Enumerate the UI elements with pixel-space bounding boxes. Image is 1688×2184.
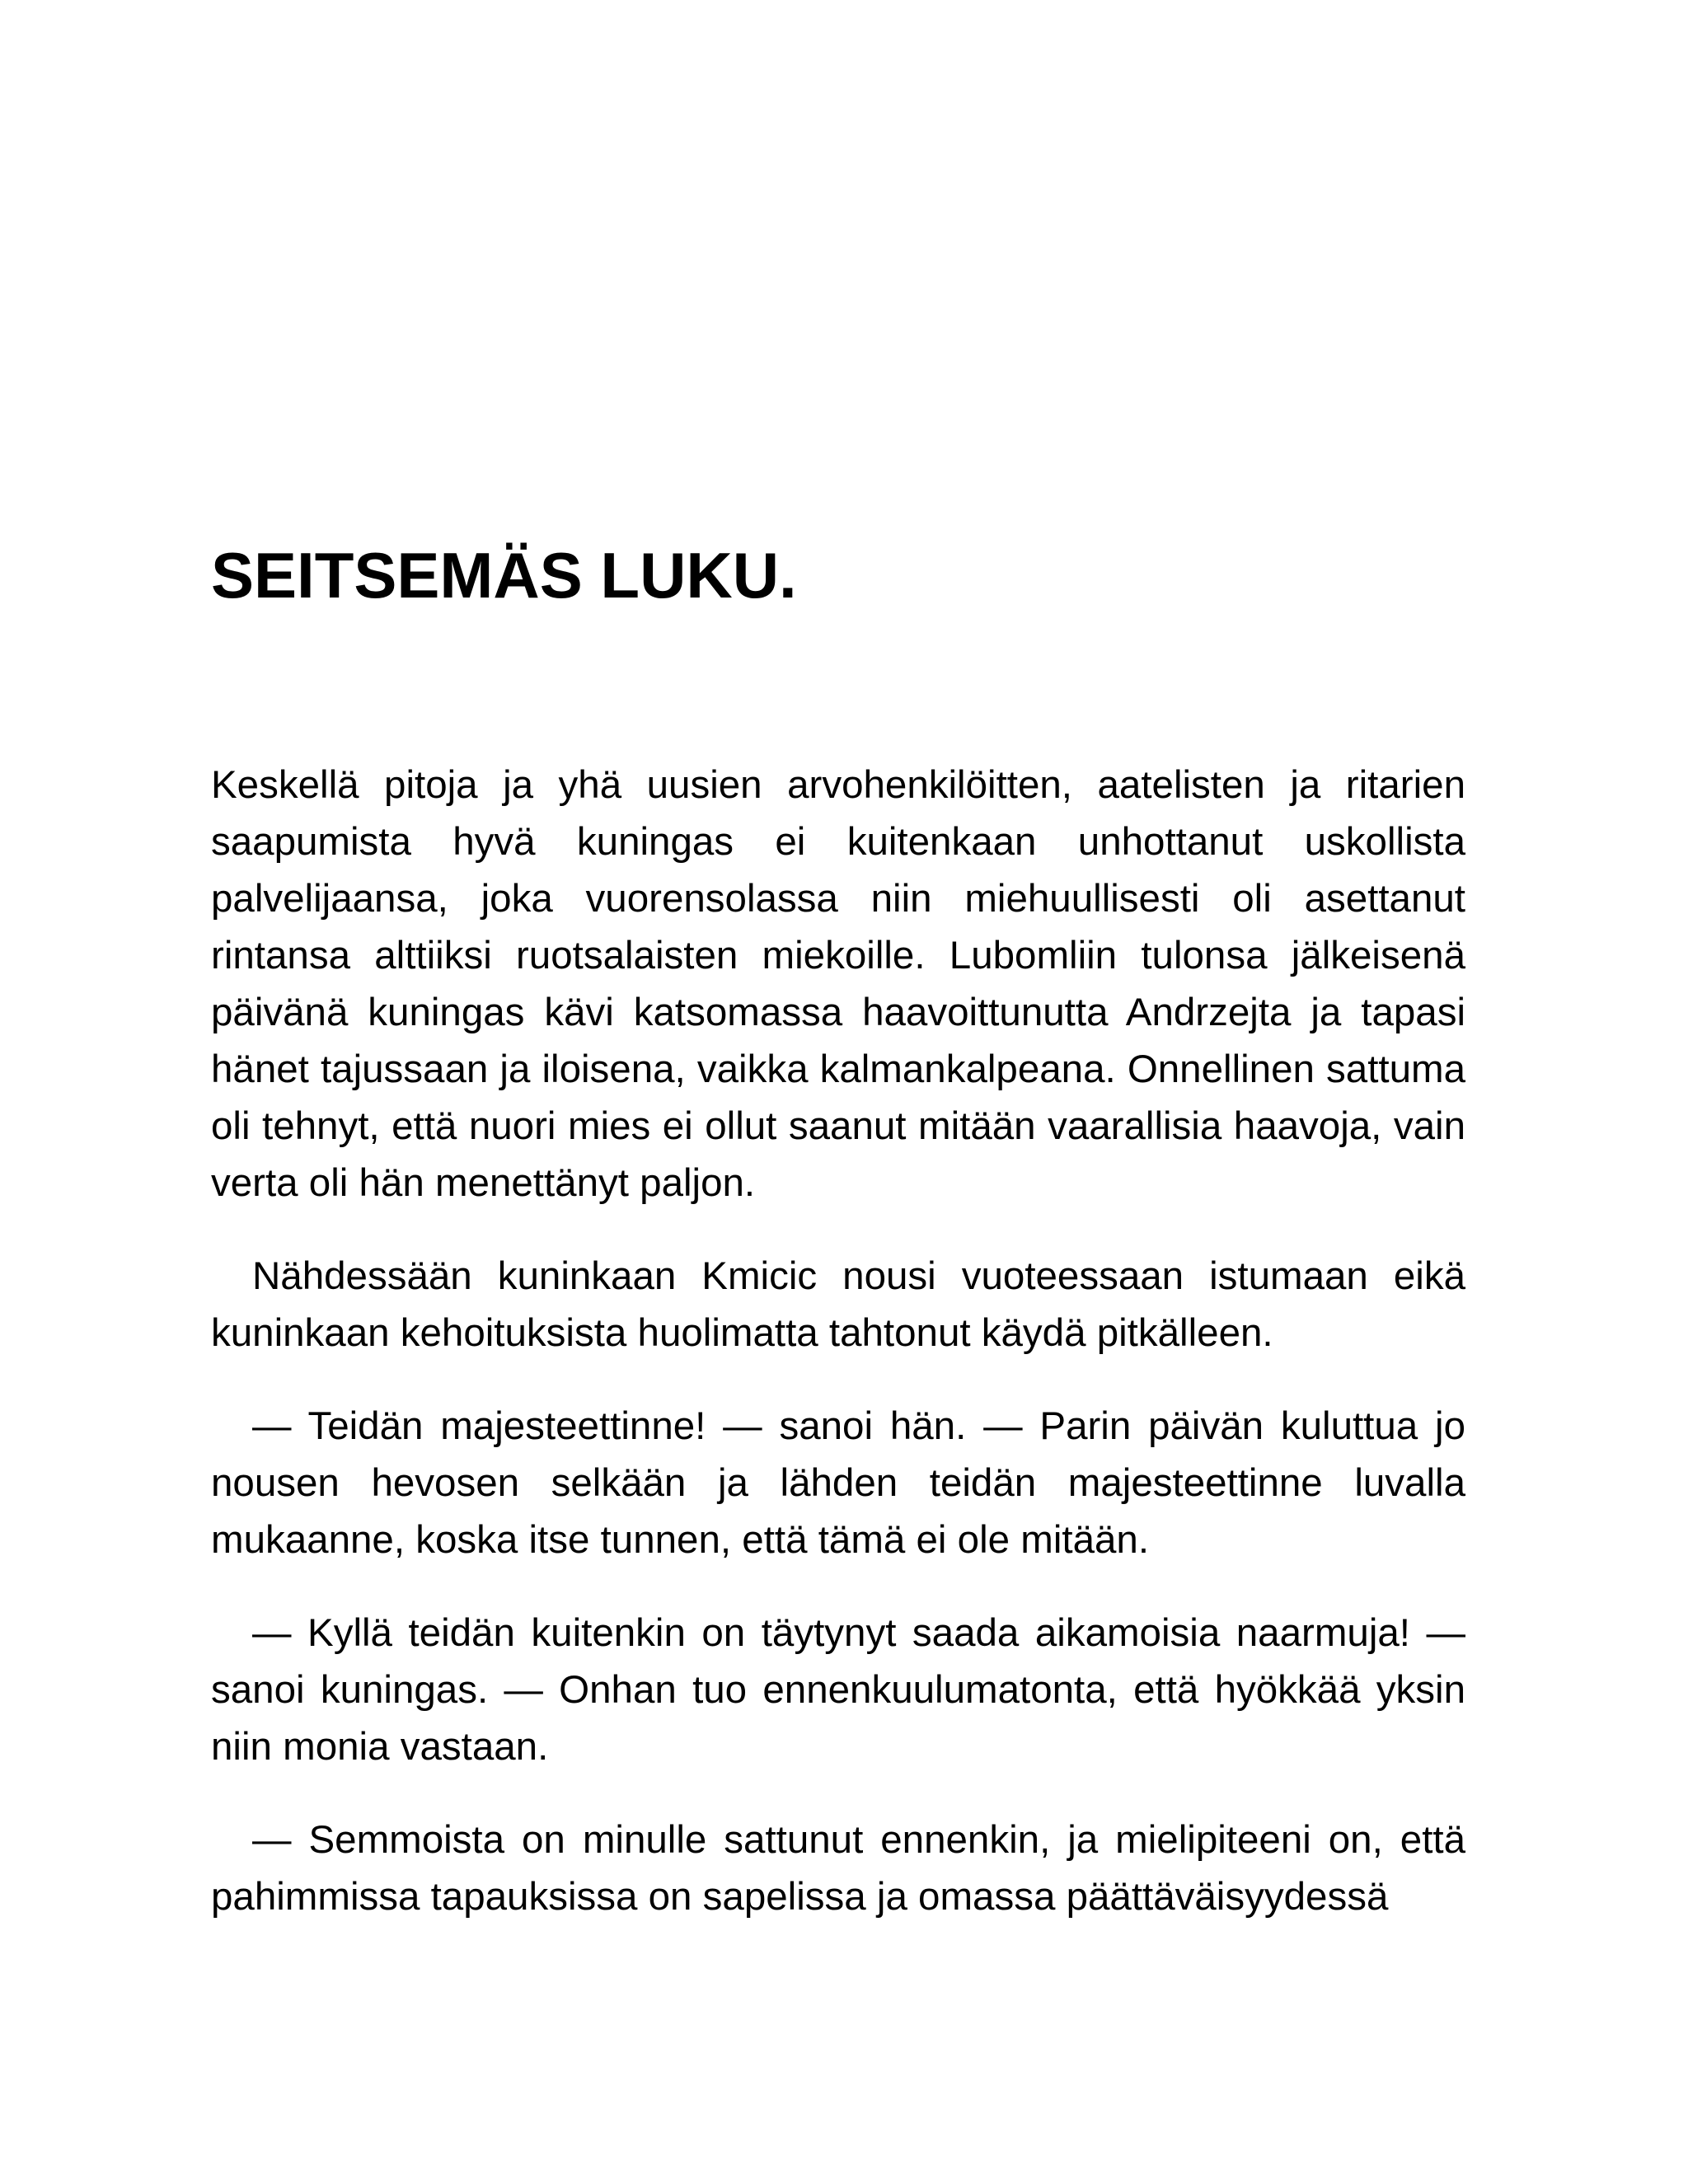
chapter-title: SEITSEMÄS LUKU.	[211, 539, 797, 612]
chapter-body	[211, 757, 1465, 1961]
paragraph-5: — Semmoista on minulle sattunut ennenkin, ja mielipiteeni on, että pahimmissa tapauksissa on sapelissa ja omassa päättäväisyydessä	[211, 1818, 1465, 1919]
paragraph-2: Nähdessään kuninkaan Kmicic nousi vuoteessaan istumaan eikä kuninkaan kehoituksista huolimatta tahtonut käydä pitkälleen.	[211, 1254, 1465, 1355]
paragraph-4: — Kyllä teidän kuitenkin on täytynyt saada aikamoisia naarmuja! — sanoi kuningas. — Onhan tuo ennenkuulumatonta, että hyökkää yksin niin monia vastaan.	[211, 1611, 1465, 1769]
paragraph-3: — Teidän majesteettinne! — sanoi hän. — Parin päivän kuluttua jo nousen hevosen selkään ja lähden teidän majesteettinne luvalla mukaanne, koska itse tunnen, että tämä ei ole mitään.	[211, 1404, 1465, 1562]
paragraph-1: Keskellä pitoja ja yhä uusien arvohenkilöitten, aatelisten ja ritarien saapumista hyvä kuningas ei kuitenkaan unhottanut uskollista palvelijaansa, joka vuorensolassa niin miehuullisesti oli asettanut rintansa alttiiksi ruotsalaisten miekoille. Lubomliin tulonsa jälkeisenä päivänä kuningas kävi katsomassa haavoittunutta Andrzejta ja tapasi hänet tajussaan ja iloisena, vaikka kalmankalpeana. Onnellinen sattuma oli tehnyt, että nuori mies ei ollut saanut mitään vaarallisia haavoja, vain verta oli hän menettänyt paljon.	[211, 763, 1465, 1205]
